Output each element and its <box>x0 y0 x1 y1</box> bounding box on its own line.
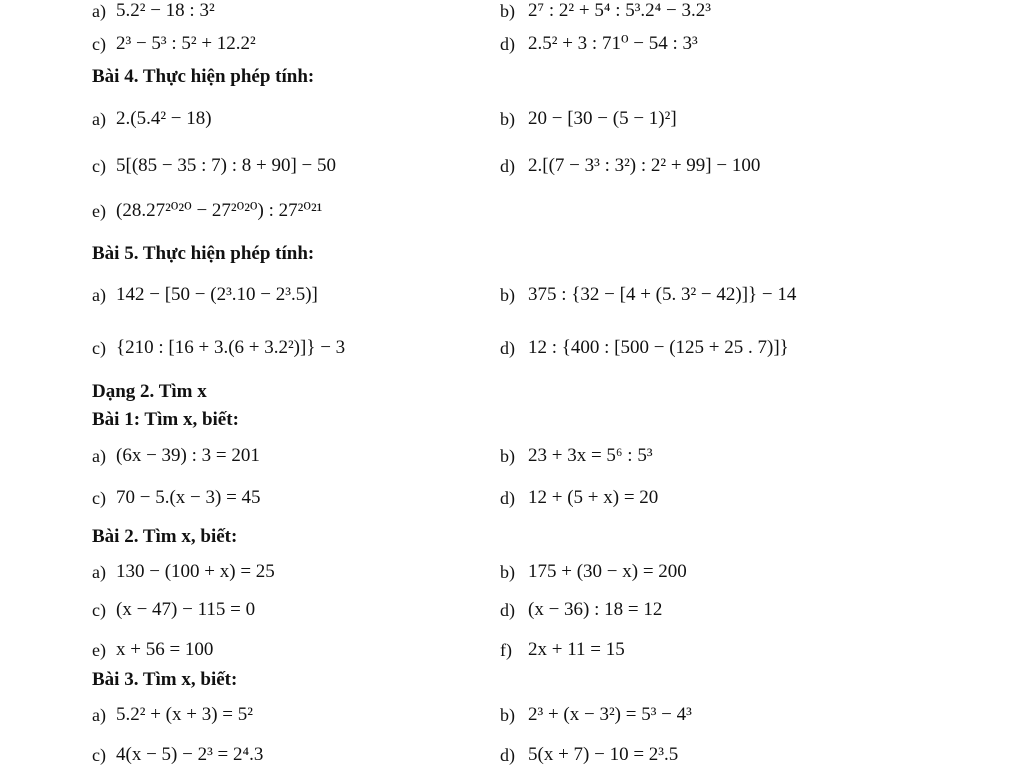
math-expression: (6x − 39) : 3 = 201 <box>116 445 260 466</box>
math-expression: 2.5² + 3 : 71⁰ − 54 : 3³ <box>528 33 698 54</box>
math-expression: {210 : [16 + 3.(6 + 3.2²)]} − 3 <box>116 337 346 358</box>
math-expression: x + 56 = 100 <box>116 639 214 660</box>
item-label: f) <box>500 640 512 660</box>
math-expression: 5[(85 − 35 : 7) : 8 + 90] − 50 <box>116 155 337 176</box>
section-heading-bai-2: Bài 2. Tìm x, biết: <box>92 526 238 547</box>
item-label: a) <box>92 109 106 129</box>
math-expression: 2.(5.4² − 18) <box>116 108 212 129</box>
exercise-row <box>0 0 1024 34</box>
item-label: a) <box>92 285 106 305</box>
math-expression: 12 + (5 + x) = 20 <box>528 487 659 508</box>
math-expression: 2x + 11 = 15 <box>528 639 625 660</box>
item-label: a) <box>92 705 106 725</box>
section-heading-bai-3: Bài 3. Tìm x, biết: <box>92 669 238 690</box>
math-expression: 130 − (100 + x) = 25 <box>116 561 275 582</box>
exercise-row <box>0 744 1024 778</box>
item-label: b) <box>500 1 515 21</box>
math-expression: 4(x − 5) − 2³ = 2⁴.3 <box>116 744 264 765</box>
math-expression: 5.2² + (x + 3) = 5² <box>116 704 253 725</box>
item-label: d) <box>500 600 515 620</box>
item-label: a) <box>92 446 106 466</box>
item-label: d) <box>500 338 515 358</box>
math-expression: 70 − 5.(x − 3) = 45 <box>116 487 261 508</box>
math-expression: 2⁷ : 2² + 5⁴ : 5³.2⁴ − 3.2³ <box>528 0 711 21</box>
item-label: c) <box>92 156 106 176</box>
item-label: c) <box>92 34 106 54</box>
item-label: b) <box>500 446 515 466</box>
section-heading-bai-1: Bài 1: Tìm x, biết: <box>92 409 239 430</box>
math-expression: 5(x + 7) − 10 = 2³.5 <box>528 744 679 765</box>
exercise-row <box>0 200 1024 234</box>
math-expression: 12 : {400 : [500 − (125 + 25 . 7)]} <box>528 337 789 358</box>
item-label: b) <box>500 285 515 305</box>
item-label: b) <box>500 705 515 725</box>
item-label: c) <box>92 488 106 508</box>
exercise-row <box>0 33 1024 67</box>
item-label: d) <box>500 745 515 765</box>
section-heading-bai-5: Bài 5. Thực hiện phép tính: <box>92 243 315 264</box>
item-label: c) <box>92 745 106 765</box>
math-expression: 2.[(7 − 3³ : 3²) : 2² + 99] − 100 <box>528 155 761 176</box>
exercise-row <box>0 639 1024 673</box>
math-expression: 20 − [30 − (5 − 1)²] <box>528 108 677 129</box>
item-label: a) <box>92 1 106 21</box>
item-label: b) <box>500 562 515 582</box>
math-expression: (x − 36) : 18 = 12 <box>528 599 663 620</box>
item-label: a) <box>92 562 106 582</box>
item-label: e) <box>92 201 106 221</box>
exercise-row <box>0 445 1024 479</box>
math-expression: (x − 47) − 115 = 0 <box>116 599 256 620</box>
item-label: d) <box>500 156 515 176</box>
exercise-row <box>0 155 1024 189</box>
math-expression: 5.2² − 18 : 3² <box>116 0 215 21</box>
item-label: c) <box>92 338 106 358</box>
exercise-row <box>0 108 1024 142</box>
item-label: d) <box>500 488 515 508</box>
item-label: e) <box>92 640 106 660</box>
math-expression: 2³ − 5³ : 5² + 12.2² <box>116 33 256 54</box>
item-label: b) <box>500 109 515 129</box>
math-expression: 23 + 3x = 5⁶ : 5³ <box>528 445 653 466</box>
math-expression: 142 − [50 − (2³.10 − 2³.5)] <box>116 284 318 305</box>
exercise-row <box>0 704 1024 738</box>
math-expression: 375 : {32 − [4 + (5. 3² − 42)]} − 14 <box>528 284 797 305</box>
math-expression: (28.27²⁰²⁰ − 27²⁰²⁰) : 27²⁰²¹ <box>116 200 323 221</box>
section-heading-bai-4: Bài 4. Thực hiện phép tính: <box>92 66 315 87</box>
section-heading-dang-2: Dạng 2. Tìm x <box>92 381 207 402</box>
exercise-row <box>0 284 1024 318</box>
math-expression: 175 + (30 − x) = 200 <box>528 561 687 582</box>
math-expression: 2³ + (x − 3²) = 5³ − 4³ <box>528 704 692 725</box>
exercise-row <box>0 487 1024 521</box>
exercise-row <box>0 599 1024 633</box>
item-label: d) <box>500 34 515 54</box>
exercise-row <box>0 561 1024 595</box>
item-label: c) <box>92 600 106 620</box>
exercise-row <box>0 337 1024 371</box>
